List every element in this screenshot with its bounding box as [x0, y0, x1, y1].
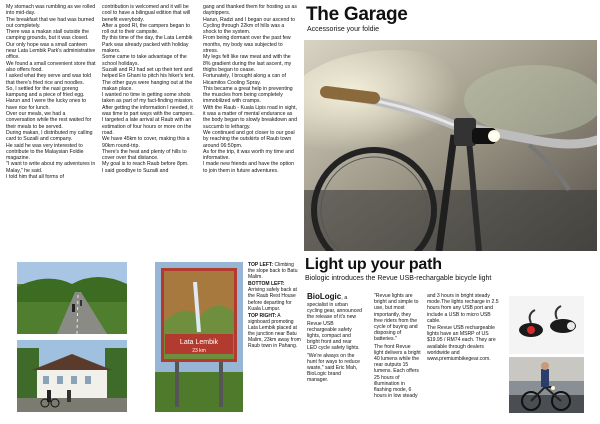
- paragraph: The breakfast that we had was burned out completely.: [6, 16, 95, 29]
- paragraph: "I want to write about my adventures in Malay," he said.: [6, 161, 96, 174]
- paragraph: My legs felt like raw meat and with the 8% gradient during the last ascent, my thighs began to cease.: [203, 54, 292, 73]
- paragraph: I told him that all forms of: [6, 174, 64, 181]
- caption-label: TOP RIGHT:: [248, 312, 277, 319]
- paragraph: We found a small convenient store that also offers food.: [6, 60, 96, 73]
- paragraph: Harun, Radzi and I began our ascend to: [203, 16, 295, 23]
- paragraph: So, I settled for the nasi goreng kampung and a piece of fried egg.: [6, 85, 85, 99]
- paragraph: As for the trip, it was worth my time and informative.: [203, 148, 294, 162]
- paragraph: Cycling through 22km of hills was a shock to the system.: [203, 22, 285, 36]
- brand-name: [307, 292, 347, 301]
- paragraph: My stomach was rumbling as we rolled into mid-day.: [6, 4, 96, 17]
- paragraph: The front Revue light delivers a bright 40 lumens while the rear outputs 15 lumens. Each offers 25 hours of illumination in flashing mode, 6 hours in low steady: [374, 343, 421, 400]
- paragraph: With the Raub - Kuala Lipis road in sight, it was a matter of mental endurance as the body began to slowly breakdown and succumb to lethargy.: [203, 104, 298, 130]
- caption: [248, 313, 302, 350]
- paragraph: Fortunately, I brought along a can of Hicamitos Cooling Spray.: [203, 73, 286, 86]
- paragraph: The other guys were hanging out at the makan place.: [102, 79, 193, 92]
- light-column-3: [427, 293, 502, 363]
- section-title: Light up your path: [305, 256, 442, 273]
- paragraph: Harun and I were the lucky ones to have rice for lunch.: [6, 98, 87, 111]
- paragraph: I made new friends and have the option to join them in future adventures.: [203, 161, 294, 174]
- paragraph: I wanted no time in getting some shots taken as part of my fact-finding mission.: [102, 92, 194, 105]
- bike-handlebar-photo: [304, 40, 597, 251]
- photo-captions: [248, 262, 302, 350]
- sign-distance: 23 km: [192, 348, 206, 354]
- paragraph: From being dormant over the past few months, my body was subjected to stress.: [203, 35, 291, 55]
- paragraph: By this time of the day, the Lata Lembik Park was already packed with holiday makers.: [102, 35, 193, 55]
- paragraph: My goal is to reach Raub before 8pm.: [102, 161, 189, 168]
- article-column-1: [6, 4, 96, 180]
- paragraph: The Revue USB rechargeable lights have an MSRP of US $19.95 / RM74 each. They are available through dealers worldwide and www.premiumbikegear.com.: [427, 325, 496, 363]
- rest-house-photo: [17, 340, 127, 412]
- paragraph: Our only hope was a small canteen near Lata Lembik Park's administrative office.: [6, 41, 96, 61]
- paragraph: This became a great help in preventing the muscles from being completely immobilized with cramps.: [203, 85, 293, 105]
- paragraph: contribution is welcomed and it will be cool to have a bilingual edition that will benefit everybody.: [102, 4, 191, 23]
- paragraph: After getting the information I needed, it was time to part ways with the campers.: [102, 104, 194, 118]
- article-column-3: [203, 4, 298, 174]
- paragraph: We continued and got closer to our goal by reaching the outskirts of Raub town around 06:50pm.: [203, 129, 295, 149]
- caption-text: A signboard promoting Lata Lembik placed at the junction near Batu Malim, 23km away from Raub town in Pahang.: [248, 312, 301, 350]
- caption: [248, 281, 302, 311]
- road-climb-photo: [17, 262, 127, 334]
- paragraph: "Revue lights are bright and simple to use, but most importantly, they free riders from the cycle of buying and disposing of batteries.": [374, 293, 419, 343]
- revue-lights-photo: [509, 296, 584, 354]
- brand-label: BioLogic: [307, 292, 342, 301]
- paragraph: gang and thanked them for hosting us as daytrippers.: [203, 4, 298, 17]
- caption-text: Climbing the slope back to Batu Malim.: [248, 262, 298, 281]
- section-title: The Garage: [306, 4, 408, 25]
- caption-text: Arriving safely back at the Raub Rest House before departing for Kuala Lumpur.: [248, 287, 297, 312]
- paragraph: Some came to take advantage of the school holidays.: [102, 54, 187, 67]
- cyclist-photo: [509, 357, 584, 413]
- paragraph: Suzaili and RJ had set up their tent and helped En Ghani to pitch his hiker's tent.: [102, 66, 195, 80]
- paragraph: I asked what they serve and was told that there's fried rice and noodles.: [6, 73, 92, 86]
- section-subtitle: Accessorise your foldie: [307, 26, 379, 33]
- paragraph: Over our meals, we had a conversation while the rest waited for their meals to be served.: [6, 111, 92, 130]
- paragraph: During makan, I distributed my calling card to Suzaili and company.: [6, 129, 93, 143]
- paragraph: We have 45km to cover, making this a 90km round-trip.: [102, 136, 190, 149]
- paragraph: "We're always on the hunt for ways to reduce waste," said Eric Mah, BioLogic brand manager.: [307, 352, 360, 384]
- section-subtitle: Biologic introduces the Revue USB-rechargable bicycle light: [305, 275, 492, 282]
- caption: [248, 262, 302, 280]
- paragraph: I said goodbye to Suzaili and: [102, 167, 169, 174]
- brand-suffix: , a: [341, 295, 348, 301]
- paragraph: I targeted a late arrival at Raub with an estimation of four hours or more on the road.: [102, 117, 192, 136]
- caption-label: TOP LEFT:: [248, 262, 274, 268]
- paragraph: He said he was very interested to contribute to the Malaysian Foldie magazine.: [6, 142, 84, 162]
- caption-label: BOTTOM LEFT:: [248, 281, 285, 288]
- paragraph: After a good RI, the campers began to roll out to their campsite.: [102, 22, 190, 36]
- lata-lembik-signboard-photo: [155, 262, 243, 412]
- paragraph: and 3 hours in bright steady mode.The lights recharge in 2.5 hours from any USB port and include a USB to micro USB cable.: [427, 293, 499, 324]
- paragraph: specialist in urban cycling gear, announced the release of it's new Revue USB rechargeable safety lights, compact and bright front and rear LED cycle safety lights.: [307, 302, 362, 352]
- paragraph: There was a makan stall outside the camping grounds, but it was closed.: [6, 29, 90, 42]
- sign-name: Lata Lembik: [179, 339, 219, 346]
- paragraph: There's the heat and plenty of hills to cover over that distance.: [102, 148, 187, 162]
- article-column-2: [102, 4, 198, 174]
- light-column-1: [307, 302, 362, 385]
- light-column-2: [374, 293, 421, 400]
